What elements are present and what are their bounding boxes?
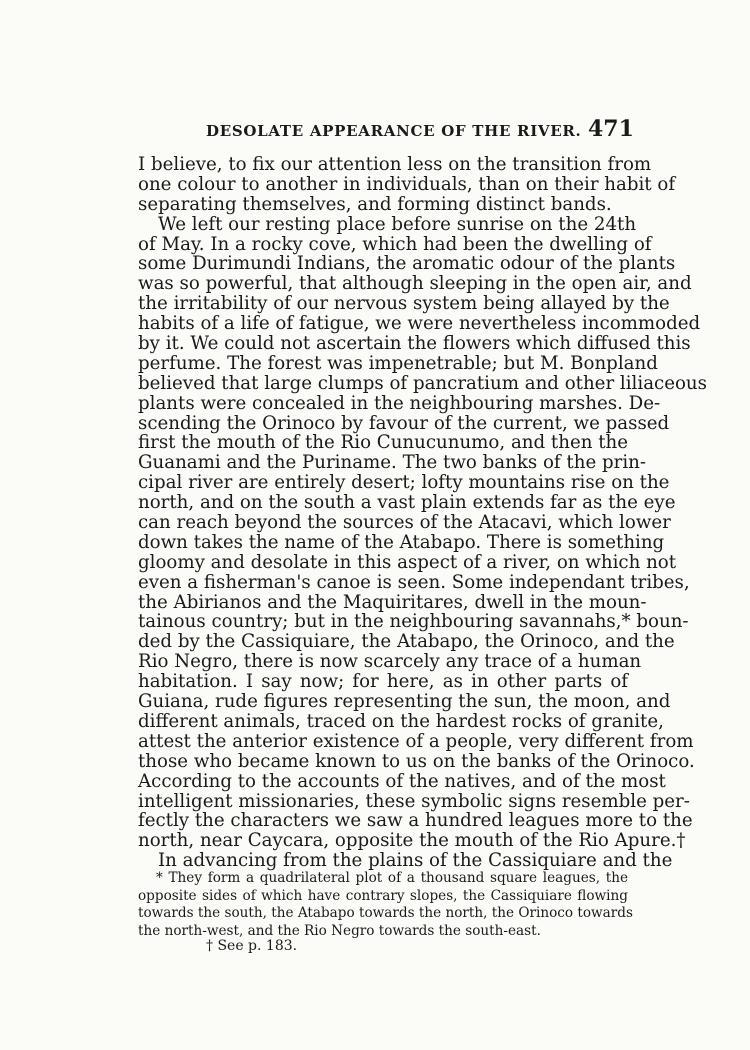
text-line: habits of a life of fatigue, we were nevertheless incommoded	[138, 313, 701, 335]
page-number: 471	[588, 116, 634, 142]
text-line: one colour to another in individuals, than on their habit of	[138, 173, 676, 195]
text-line: the Abirianos and the Maquiritares, dwell in the moun-	[138, 591, 647, 613]
text-line: plants were concealed in the neighbouring marshes. De-	[138, 392, 661, 414]
text-line: north, near Caycara, opposite the mouth of the Rio Apure.†	[138, 830, 686, 852]
text-line: intelligent missionaries, these symbolic signs resemble per-	[138, 790, 690, 812]
text-line: perfume. The forest was impenetrable; but M. Bonpland	[138, 352, 658, 374]
text-line: According to the accounts of the natives, and of the most	[138, 770, 666, 792]
text-line: separating themselves, and forming distinct bands.	[138, 193, 612, 215]
text-line: Rio Negro, there is now scarcely any trace of a human	[138, 651, 642, 673]
text-line: gloomy and desolate in this aspect of a river, on which not	[138, 551, 677, 573]
footnote-dagger	[206, 938, 297, 954]
text-line: can reach beyond the sources of the Atacavi, which lower	[138, 512, 671, 534]
footnote-dagger-text: † See p. 183.	[206, 938, 298, 954]
footnote-line: * They form a quadrilateral plot of a thousand square leagues, the	[156, 870, 628, 886]
footnotes	[138, 870, 633, 940]
text-line: was so powerful, that although sleeping in the open air, and	[138, 273, 692, 295]
text-line: north, and on the south a vast plain extends far as the eye	[138, 492, 676, 514]
text-line: Guiana, rude figures representing the sun, the moon, and	[138, 691, 671, 713]
text-line: down takes the name of the Atabapo. There is something	[138, 531, 665, 553]
text-line: We left our resting place before sunrise on the 24th	[158, 213, 637, 235]
text-line: Guanami and the Puriname. The two banks of the prin-	[138, 452, 646, 474]
text-line: ded by the Cassiquiare, the Atabapo, the Orinoco, and the	[138, 631, 675, 653]
text-line: scending the Orinoco by favour of the current, we passed	[138, 412, 670, 434]
footnote-line: towards the south, the Atabapo towards the north, the Orinoco towards	[138, 905, 633, 921]
text-line: habitation. I say now; for here, as in other parts of	[138, 671, 628, 693]
text-line: I believe, to fix our attention less on the transition from	[138, 154, 652, 175]
text-line: those who became known to us on the banks of the Orinoco.	[138, 750, 695, 772]
text-line: believed that large clumps of pancratium and other liliaceous	[138, 372, 707, 394]
text-line: by it. We could not ascertain the flowers which diffused this	[138, 333, 691, 355]
text-line: even a fisherman's canoe is seen. Some independant tribes,	[138, 571, 690, 593]
text-line: tainous country; but in the neighbouring savannahs,* boun-	[138, 611, 689, 633]
text-line: of May. In a rocky cove, which had been the dwelling of	[138, 233, 652, 255]
text-line: different animals, traced on the hardest rocks of granite,	[138, 710, 664, 732]
running-title: DESOLATE APPEARANCE OF THE RIVER.	[206, 122, 582, 140]
text-line: attest the anterior existence of a people, very different from	[138, 730, 694, 752]
text-line: some Durimundi Indians, the aromatic odour of the plants	[138, 253, 676, 275]
body-text	[138, 154, 707, 872]
text-line: fectly the characters we saw a hundred leagues more to the	[138, 810, 693, 832]
text-line: first the mouth of the Rio Cunucunumo, and then the	[138, 432, 628, 454]
footnote-line: opposite sides of which have contrary slopes, the Cassiquiare flowing	[138, 887, 628, 904]
text-line: the irritability of our nervous system being allayed by the	[138, 293, 670, 315]
footnote-line: the north-west, and the Rio Negro towards the south-east.	[138, 922, 541, 939]
text-line: cipal river are entirely desert; lofty mountains rise on the	[138, 472, 670, 494]
text-line: In advancing from the plains of the Cassiquiare and the	[158, 850, 673, 872]
